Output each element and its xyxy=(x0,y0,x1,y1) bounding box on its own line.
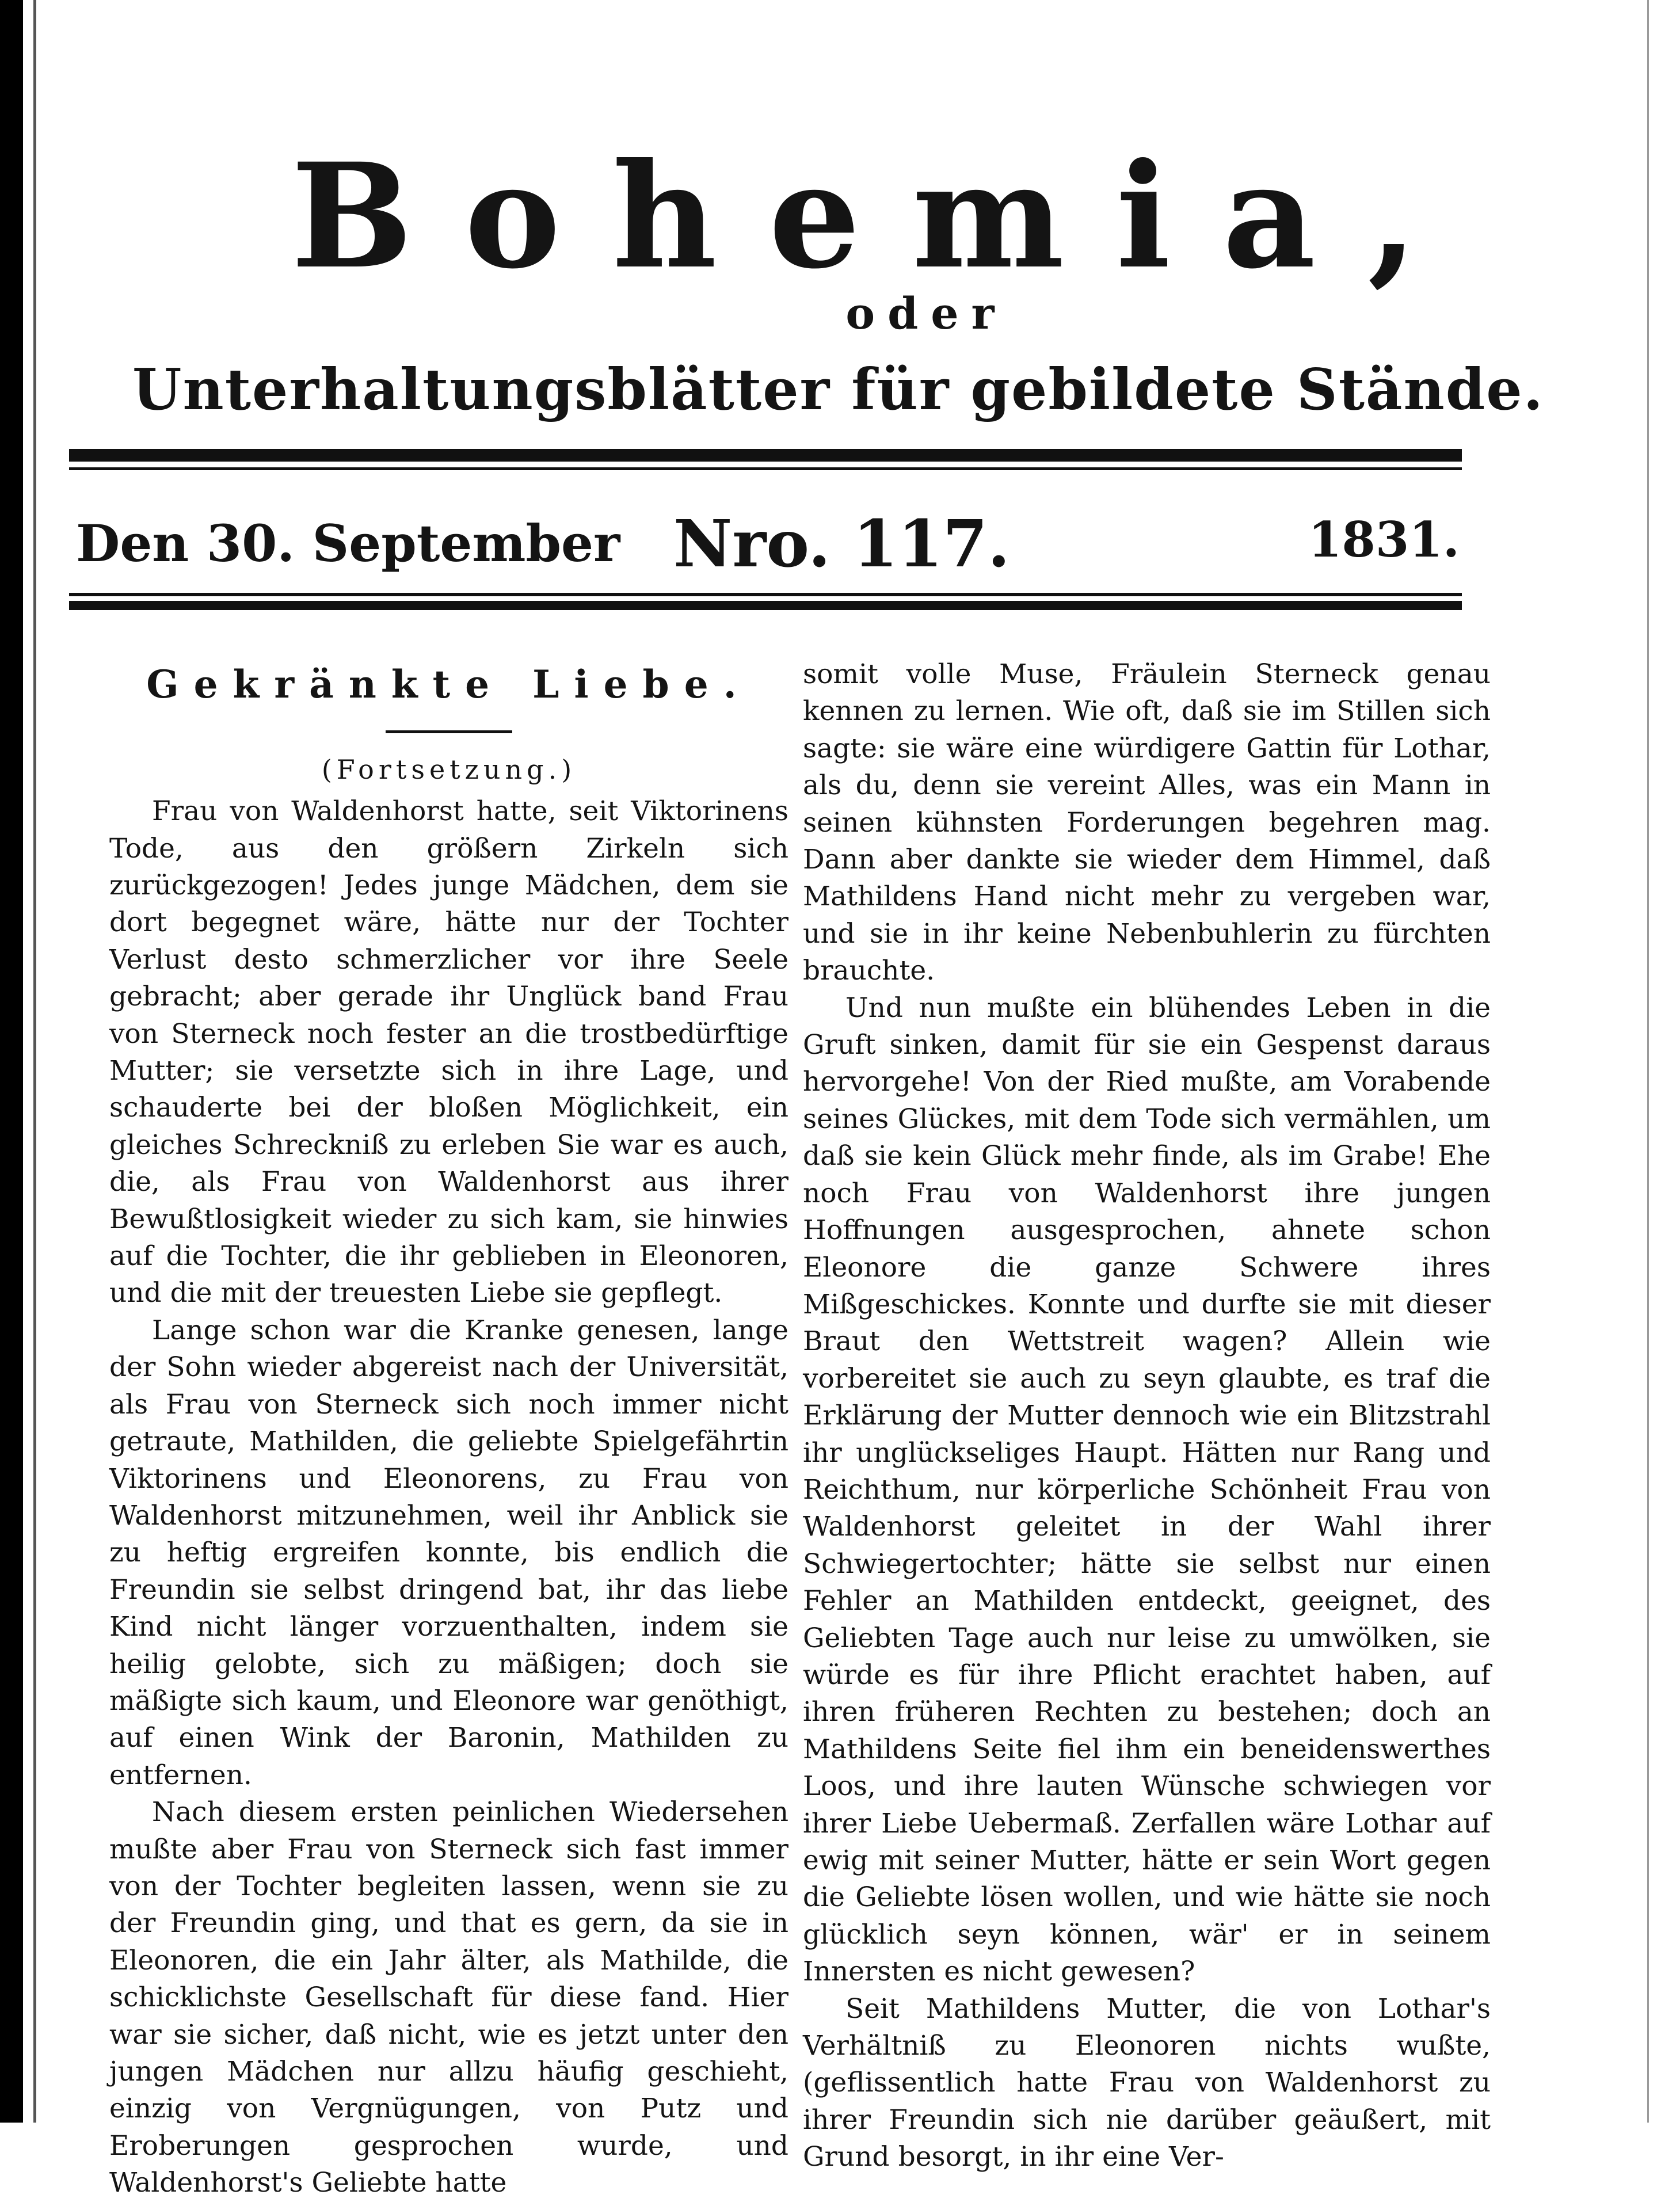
issue-rule-thin xyxy=(69,593,1462,596)
issue-year: 1831. xyxy=(1308,511,1460,568)
column-left xyxy=(109,662,788,2202)
paragraph: somit volle Muse, Fräulein Sterneck genau kennen zu lernen. Wie oft, daß sie im Stillen sich sagte: sie wäre eine würdigere Gattin für Lothar, als du, denn sie vereint Alles, was ein Mann in seinen kühnsten Forderungen begehren mag. Dann aber dankte sie wieder dem Himmel, daß Mathildens Hand nicht mehr zu vergeben war, und sie in ihr keine Nebenbuhlerin zu fürchten brauchte. xyxy=(803,658,1491,987)
article-title: Gekränkte Liebe. xyxy=(146,662,752,707)
paragraph: Nach diesem ersten peinlichen Wiedersehen mußte aber Frau von Sterneck sich fast immer von der Tochter begleiten lassen, wenn sie zu der Freundin ging, und that es gern, da sie in Eleonoren, die ein Jahr älter, als Mathilde, die schicklichste Gesellschaft für diese fand. Hier war sie sicher, daß nicht, wie es jetzt unter den jungen Mädchen nur allzu häufig geschieht, einzig von Vergnügungen, von Putz und Eroberungen gesprochen wurde, und Waldenhorst's Geliebte hatte xyxy=(109,1796,788,2199)
continuation-note: (Fortsetzung.) xyxy=(321,754,577,786)
binding-edge xyxy=(0,0,23,2123)
issue-date: Den 30. September xyxy=(76,513,620,573)
masthead-subtitle: Unterhaltungsblätter für gebildete Stände. xyxy=(132,357,1544,423)
masthead-oder: oder xyxy=(845,288,1007,339)
issue-rule-thick xyxy=(69,601,1462,610)
masthead-rule-thick xyxy=(69,449,1462,462)
binding-line xyxy=(33,0,36,2123)
paragraph: Frau von Waldenhorst hatte, seit Viktorinens Tode, aus den größern Zirkeln sich zurückgezogen! Jedes junge Mädchen, dem sie dort begegnet wäre, hätte nur der Tochter Verlust desto schmerzlicher vor ihre Seele gebracht; aber gerade ihr Unglück band Frau von Sterneck noch fester an die trostbedürftige Mutter; sie versetzte sich in ihre Lage, und schauderte bei der bloßen Möglichkeit, ein gleiches Schreckniß zu erleben Sie war es auch, die, als Frau von Waldenhorst aus ihrer Bewußtlosigkeit wieder zu sich kam, sie hinwies auf die Tochter, die ihr geblieben in Eleonoren, und die mit der treuesten Liebe sie gepflegt. xyxy=(109,795,788,1309)
issue-line xyxy=(69,506,1462,581)
issue-number: Nro. 117. xyxy=(673,506,1010,582)
paragraph: Und nun mußte ein blühendes Leben in die Gruft sinken, damit für sie ein Gespenst daraus hervorgehe! Von der Ried mußte, am Vorabende seines Glückes, mit dem Tode sich vermählen, um daß sie kein Glück mehr finde, als im Grabe! Ehe noch Frau von Waldenhorst ihre jungen Hoffnungen ausgesprochen, ahnete schon Eleonore die ganze Schwere ihres Mißgeschickes. Konnte und durfte sie mit dieser Braut den Wettstreit wagen? Allein wie vorbereitet sie auch zu seyn glaubte, es traf die Erklärung der Mutter dennoch wie ein Blitzstrahl ihr unglückseliges Haupt. Hätten nur Rang und Reichthum, nur körperliche Schönheit Frau von Waldenhorst geleitet in der Wahl ihrer Schwiegertochter; hätte sie selbst nur einen Fehler an Mathilden entdeckt, geeignet, des Geliebten Tage auch nur leise zu umwölken, sie würde es für ihre Pflicht erachtet haben, auf ihren früheren Rechten zu bestehen; doch an Mathildens Seite fiel ihm ein beneidenswerthes Loos, und ihre lauten Wünsche schwiegen vor ihrer Liebe Uebermaß. Zerfallen wäre Lothar auf ewig mit seiner Mutter, hätte er sein Wort gegen die Geliebte lösen wollen, und wie hätte sie noch glücklich seyn können, wär' er in seinem Innersten es nicht gewesen? xyxy=(803,992,1491,1988)
paragraph: Seit Mathildens Mutter, die von Lothar's Verhältniß zu Eleonoren nichts wußte, (geflissentlich hatte Frau von Waldenhorst zu ihrer Freundin sich nie darüber geäußert, mit Grund besorgt, in ihr eine Ver- xyxy=(803,1993,1491,2173)
masthead-title: Bohemia, xyxy=(291,131,1470,300)
masthead-rule-thin xyxy=(69,467,1462,470)
column-right xyxy=(803,656,1491,2176)
paragraph: Lange schon war die Kranke genesen, lange der Sohn wieder abgereist nach der Universität, als Frau von Sterneck sich noch immer nicht getraute, Mathilden, die geliebte Spielgefährtin Viktorinens und Eleonorens, zu Frau von Waldenhorst mitzunehmen, weil ihr Anblick sie zu heftig ergreifen konnte, bis endlich die Freundin sie selbst dringend bat, ihr das liebe Kind nicht länger vorzuenthalten, indem sie heilig gelobte, sich zu mäßigen; doch sie mäßigte sich kaum, und Eleonore war genöthigt, auf einen Wink der Baronin, Mathilden zu entfernen. xyxy=(109,1314,788,1791)
title-rule xyxy=(386,730,512,733)
